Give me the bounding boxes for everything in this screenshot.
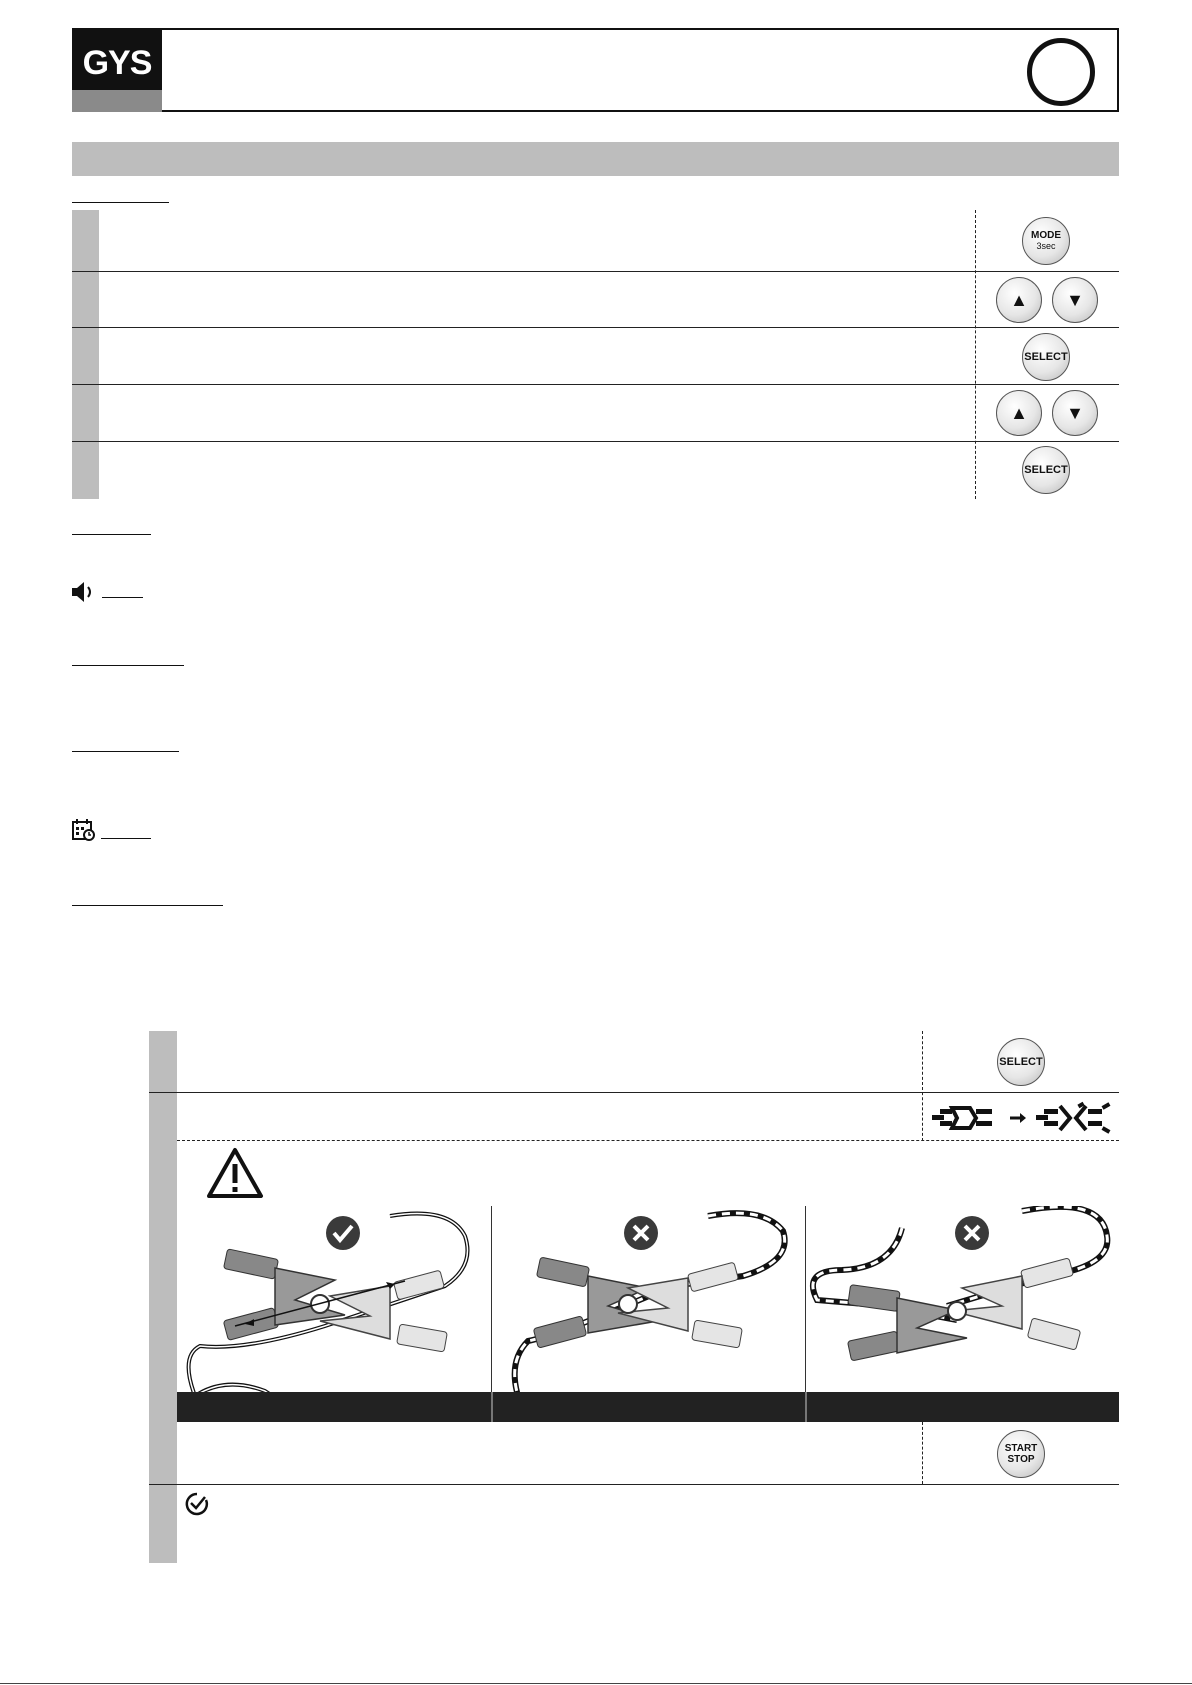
heading-underline-5: [72, 905, 223, 906]
mode-button-label: MODE: [1031, 230, 1061, 241]
heading-underline-4: [72, 751, 179, 752]
section-title-band: [72, 142, 1119, 176]
caption-bar-separator: [805, 1392, 807, 1422]
up-arrow-icon: ▲: [1010, 403, 1028, 423]
panel-separator: [491, 1206, 492, 1422]
language-circle: [1027, 38, 1095, 106]
stop-label: STOP: [1007, 1454, 1035, 1465]
correct-clamp-illustration: [180, 1206, 490, 1392]
select-button-label: SELECT: [1024, 463, 1068, 476]
validate-check-icon: [185, 1492, 209, 1516]
calendar-underline: [101, 838, 151, 839]
procedure-separator: [149, 1092, 1119, 1093]
select-button-label: SELECT: [999, 1055, 1043, 1068]
down-arrow-icon: ▼: [1066, 403, 1084, 423]
step-separator: [72, 271, 1119, 272]
steps-divider: [975, 210, 976, 499]
procedure-divider: [922, 1422, 923, 1484]
clamp-connect-icon: [928, 1100, 1114, 1136]
heading-underline-3: [72, 665, 184, 666]
warning-triangle-icon: [206, 1147, 264, 1199]
wrong-clamp-illustration-2: [807, 1206, 1119, 1392]
procedure-divider: [922, 1031, 923, 1141]
up-arrow-icon: ▲: [1010, 290, 1028, 310]
select-button[interactable]: [1022, 446, 1070, 494]
procedure-separator: [149, 1484, 1119, 1485]
heading-underline-1: [72, 202, 169, 203]
select-button[interactable]: [997, 1038, 1045, 1086]
select-button[interactable]: [1022, 333, 1070, 381]
wrong-clamp-illustration-1: [493, 1206, 803, 1392]
down-arrow-icon: ▼: [1066, 290, 1084, 310]
up-button[interactable]: [996, 277, 1042, 323]
panel-separator: [805, 1206, 806, 1422]
start-label: START: [1004, 1442, 1038, 1454]
step-separator: [72, 327, 1119, 328]
down-button[interactable]: [1052, 390, 1098, 436]
mode-button[interactable]: [1022, 217, 1070, 265]
speaker-icon: [70, 580, 98, 604]
procedure-dashed-separator: [177, 1140, 1119, 1141]
calendar-clock-icon: [71, 818, 97, 842]
illustration-caption-bar: [177, 1392, 1119, 1422]
down-button[interactable]: [1052, 277, 1098, 323]
mode-button-sublabel: 3sec: [1036, 241, 1056, 251]
step-separator: [72, 441, 1119, 442]
page-bottom-rule: [0, 1683, 1192, 1684]
select-button-label: SELECT: [1024, 350, 1068, 363]
logo-strip: [72, 90, 162, 112]
up-button[interactable]: [996, 390, 1042, 436]
step-separator: [72, 384, 1119, 385]
caption-bar-separator: [491, 1392, 493, 1422]
page-header: [72, 28, 1119, 112]
logo-text: GYS: [82, 44, 152, 82]
speaker-underline: [102, 597, 143, 598]
start-stop-button[interactable]: [997, 1430, 1045, 1478]
steps-sidebar: [72, 210, 99, 499]
heading-underline-2: [72, 534, 151, 535]
